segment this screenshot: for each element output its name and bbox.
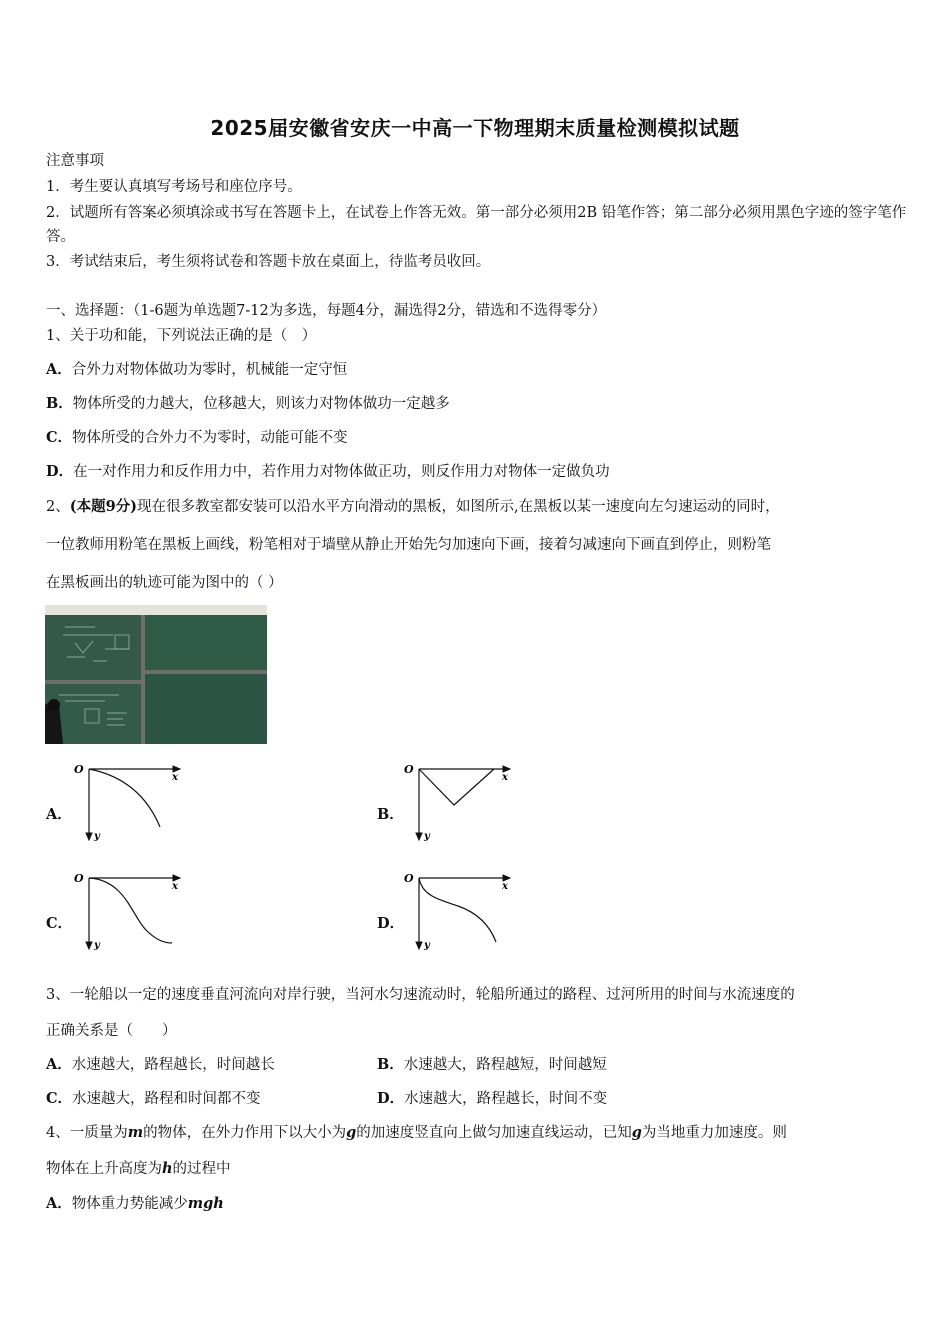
q4-text: 4、一质量为 (46, 1125, 128, 1141)
notice-heading: 注意事项 (46, 153, 104, 169)
notice-item: 1．考生要认真填写考场号和座位序号。 (46, 179, 302, 195)
q2-option-d-label: D． (377, 915, 405, 932)
option-label: B． (377, 1056, 404, 1073)
y-arrow-icon (416, 942, 422, 949)
math-var-g: g (346, 1124, 357, 1141)
q1-option-c (46, 428, 348, 448)
math-var-m: m (127, 1124, 144, 1141)
math-var-g: g (631, 1124, 642, 1141)
notice-item: 2．试题所有答案必须填涂或书写在答题卡上，在试卷上作答无效。第一部分必须用2B 铅笔作答；第二部分必须用黑色字迹的签字笔作答。 (46, 205, 907, 245)
blackboard-photo (45, 605, 267, 744)
x-axis-label: x (172, 881, 178, 892)
y-arrow-icon (86, 942, 92, 949)
x-axis-label: x (502, 881, 508, 892)
q1-option-a (46, 360, 347, 380)
trajectory-curve (89, 769, 160, 827)
y-arrow-icon (416, 833, 422, 840)
q4-text: 为当地重力加速度。则 (641, 1125, 787, 1141)
page-title: 2025届安徽省安庆一中高一下物理期末质量检测模拟试题 (210, 116, 740, 140)
q3-stem-line: 3、一轮船以一定的速度垂直河流向对岸行驶，当河水匀速流动时，轮船所通过的路程、过河所用的时间与水流速度的 (46, 987, 795, 1003)
x-axis-label: x (172, 772, 178, 783)
option-text: 物体重力势能减少 (71, 1196, 188, 1212)
q2-prefix: 2、 (46, 499, 70, 515)
section-heading: 一、选择题：（1-6题为单选题7-12为多选，每题4分，漏选得2分，错选和不选得零分） (46, 303, 607, 319)
q4-text: 物体在上升高度为 (46, 1161, 162, 1177)
notice-item: 3．考试结束后，考生须将试卷和答题卡放在桌面上，待监考员收回。 (46, 254, 491, 270)
q2-graph-c (70, 866, 200, 958)
option-label: D． (377, 1090, 405, 1107)
q3-option-b (377, 1055, 607, 1075)
q2-graph-a (70, 757, 200, 849)
q2-stem-text: 现在很多教室都安装可以沿水平方向滑动的黑板，如图所示,在黑板以某一速度向左匀速运动的同时， (137, 499, 780, 515)
origin-label: O (74, 872, 84, 885)
q2-stem-line (46, 497, 780, 517)
q4-stem-line (46, 1123, 787, 1143)
option-text: 水速越大，路程越短，时间越短 (403, 1057, 607, 1073)
q2-stem-line: 一位教师用粉笔在黑板上画线，粉笔相对于墙壁从静止开始先匀加速向下画，接着匀减速向下画直到停止，则粉笔 (46, 537, 771, 553)
q3-option-a (46, 1055, 275, 1075)
option-text: 合外力对物体做功为零时，机械能一定守恒 (71, 362, 348, 378)
q3-stem-line: 正确关系是（ ） (46, 1023, 177, 1039)
q2-stem-line: 在黑板画出的轨迹可能为图中的（ ） (46, 575, 283, 591)
option-label: C． (46, 429, 73, 446)
q1-stem: 1、关于功和能，下列说法正确的是（ ） (46, 328, 317, 344)
option-label: A． (46, 1056, 72, 1073)
q4-stem-line (46, 1159, 231, 1179)
trajectory-curve (419, 878, 496, 942)
q4-text: 的加速度竖直向上做匀加速直线运动，已知 (356, 1125, 632, 1141)
q3-option-d (377, 1089, 607, 1109)
origin-label: O (74, 763, 84, 776)
q2-option-a-label: A． (46, 806, 72, 823)
option-label: A． (46, 1195, 72, 1212)
q2-graph-b (400, 757, 530, 849)
q3-option-c (46, 1089, 261, 1109)
option-label: B． (46, 395, 73, 412)
option-text: 在一对作用力和反作用力中，若作用力对物体做正功，则反作用力对物体一定做负功 (73, 464, 610, 480)
y-axis-label: y (424, 940, 430, 951)
option-text: 物体所受的力越大，位移越大，则该力对物体做功一定越多 (72, 396, 450, 412)
q1-option-d (46, 462, 610, 482)
math-expr: mgh (187, 1195, 224, 1212)
q2-points: (本题9分) (69, 498, 138, 515)
y-axis-label: y (94, 940, 100, 951)
option-text: 水速越大，路程和时间都不变 (72, 1091, 261, 1107)
q2-option-b-label: B． (377, 806, 404, 823)
q1-option-b (46, 394, 450, 414)
trajectory-curve (419, 769, 494, 805)
option-text: 水速越大，路程越长，时间越长 (71, 1057, 275, 1073)
y-axis-label: y (424, 831, 430, 842)
q4-option-a (46, 1194, 224, 1214)
option-label: C． (46, 1090, 73, 1107)
q2-graph-d (400, 866, 530, 958)
trajectory-curve (89, 878, 172, 943)
q2-option-c-label: C． (46, 915, 73, 932)
math-var-h: h (162, 1160, 173, 1177)
option-text: 水速越大，路程越长，时间不变 (404, 1091, 608, 1107)
option-label: D． (46, 463, 74, 480)
option-label: A． (46, 361, 72, 378)
q4-text: 的物体，在外力作用下以大小为 (143, 1125, 347, 1141)
origin-label: O (404, 763, 414, 776)
origin-label: O (404, 872, 414, 885)
x-axis-label: x (502, 772, 508, 783)
option-text: 物体所受的合外力不为零时，动能可能不变 (72, 430, 348, 446)
y-axis-label: y (94, 831, 100, 842)
q4-text: 的过程中 (172, 1161, 231, 1177)
y-arrow-icon (86, 833, 92, 840)
